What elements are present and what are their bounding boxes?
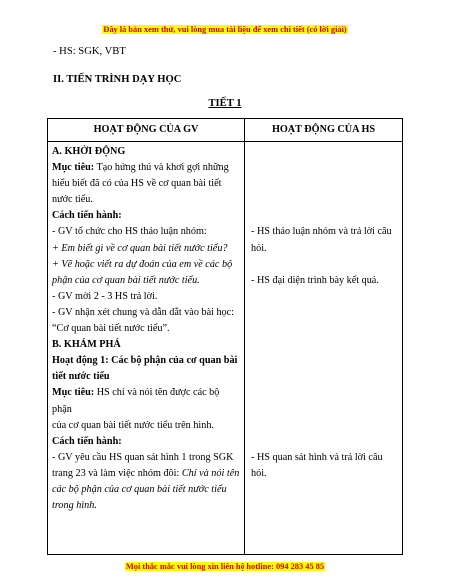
muc-tieu-b-text: HS chỉ và nói tên được các bộ phận <box>52 387 220 415</box>
table-header-row <box>48 119 403 142</box>
b-step-2-text: trang 23 và làm việc nhóm đôi: <box>52 467 182 479</box>
b-step-4: trong hình. <box>52 500 97 512</box>
b-step-2-task: Chỉ và nói tên <box>181 467 240 479</box>
b-step-1: - GV yêu cầu HS quan sát hình 1 trong SGK <box>52 451 234 463</box>
muc-tieu-b-label: Mục tiêu: <box>52 387 95 399</box>
a-step-3: - GV nhận xét chung và dẫn dắt vào bài học: <box>52 306 235 318</box>
hs-materials-line <box>53 46 126 57</box>
a-step-4: “Cơ quan bài tiết nước tiểu”. <box>52 323 170 335</box>
muc-tieu-label: Mục tiêu: <box>52 162 95 174</box>
muc-tieu-b-line-2: của cơ quan bài tiết nước tiểu trên hình. <box>52 419 214 431</box>
a-question-2-line-1: + Vẽ hoặc viết ra dự đoán của em về các bộ <box>52 258 233 270</box>
preview-banner-text: Đây là bản xem thử, vui lòng mua tài liệu để xem chi tiết (có lời giải) <box>103 25 347 34</box>
section-a-title: A. KHỞI ĐỘNG <box>52 146 126 157</box>
hs-response-1-line-1: - HS thảo luận nhóm và trả lời câu <box>251 226 392 238</box>
b-step-3: các bộ phận của cơ quan bài tiết nước tiểu <box>52 483 227 495</box>
b-step-2 <box>52 466 240 482</box>
hotline-banner <box>0 562 450 571</box>
activity-1-title-line-1: Hoạt động 1: Các bộ phận của cơ quan bài <box>52 355 238 367</box>
lesson-title-text: TIẾT 1 <box>208 98 242 109</box>
muc-tieu-a-line-3: nước tiểu. <box>52 194 93 206</box>
column-header-gv: HOẠT ĐỘNG CỦA GV <box>48 119 245 142</box>
table-row <box>48 142 403 555</box>
hs-response-3-line-2: hỏi. <box>251 467 267 479</box>
a-question-2-line-2: phận của cơ quan bài tiết nước tiểu. <box>52 274 200 286</box>
hs-response-1-line-2: hỏi. <box>251 242 267 254</box>
lesson-title <box>0 98 450 109</box>
a-step-2: - GV mời 2 - 3 HS trả lời. <box>52 290 158 302</box>
hs-response-3-line-1: - HS quan sát hình và trả lời câu <box>251 451 383 463</box>
hs-response-2: - HS đại diện trình bày kết quả. <box>251 274 379 286</box>
muc-tieu-a-line-2: hiểu biết đã có của HS về cơ quan bài tiết <box>52 178 222 190</box>
muc-tieu-b <box>52 385 240 417</box>
section-title: II. TIẾN TRÌNH DẠY HỌC <box>53 74 182 85</box>
a-step-1: - GV tổ chức cho HS thảo luận nhóm: <box>52 226 207 238</box>
gv-activity-cell <box>48 142 245 555</box>
muc-tieu-a-text: Tạo hứng thú và khơi gợi những <box>94 162 229 174</box>
preview-banner <box>0 25 450 34</box>
activity-1-title-line-2: tiết nước tiểu <box>52 371 110 383</box>
hs-materials-text: - HS: SGK, VBT <box>53 46 126 57</box>
column-header-hs: HOẠT ĐỘNG CỦA HS <box>245 119 403 142</box>
hs-activity-cell <box>245 142 403 555</box>
lesson-plan-table <box>47 118 403 555</box>
cach-tien-hanh-a: Cách tiến hành: <box>52 210 122 222</box>
section-b-title: B. KHÁM PHÁ <box>52 339 121 351</box>
a-question-1: + Em biết gì về cơ quan bài tiết nước tiểu? <box>52 242 228 254</box>
hotline-banner-text: Mọi thắc mắc vui lòng xin liên hệ hotline: 094 283 45 85 <box>125 562 325 571</box>
muc-tieu-a <box>52 160 240 176</box>
cach-tien-hanh-b: Cách tiến hành: <box>52 435 122 447</box>
